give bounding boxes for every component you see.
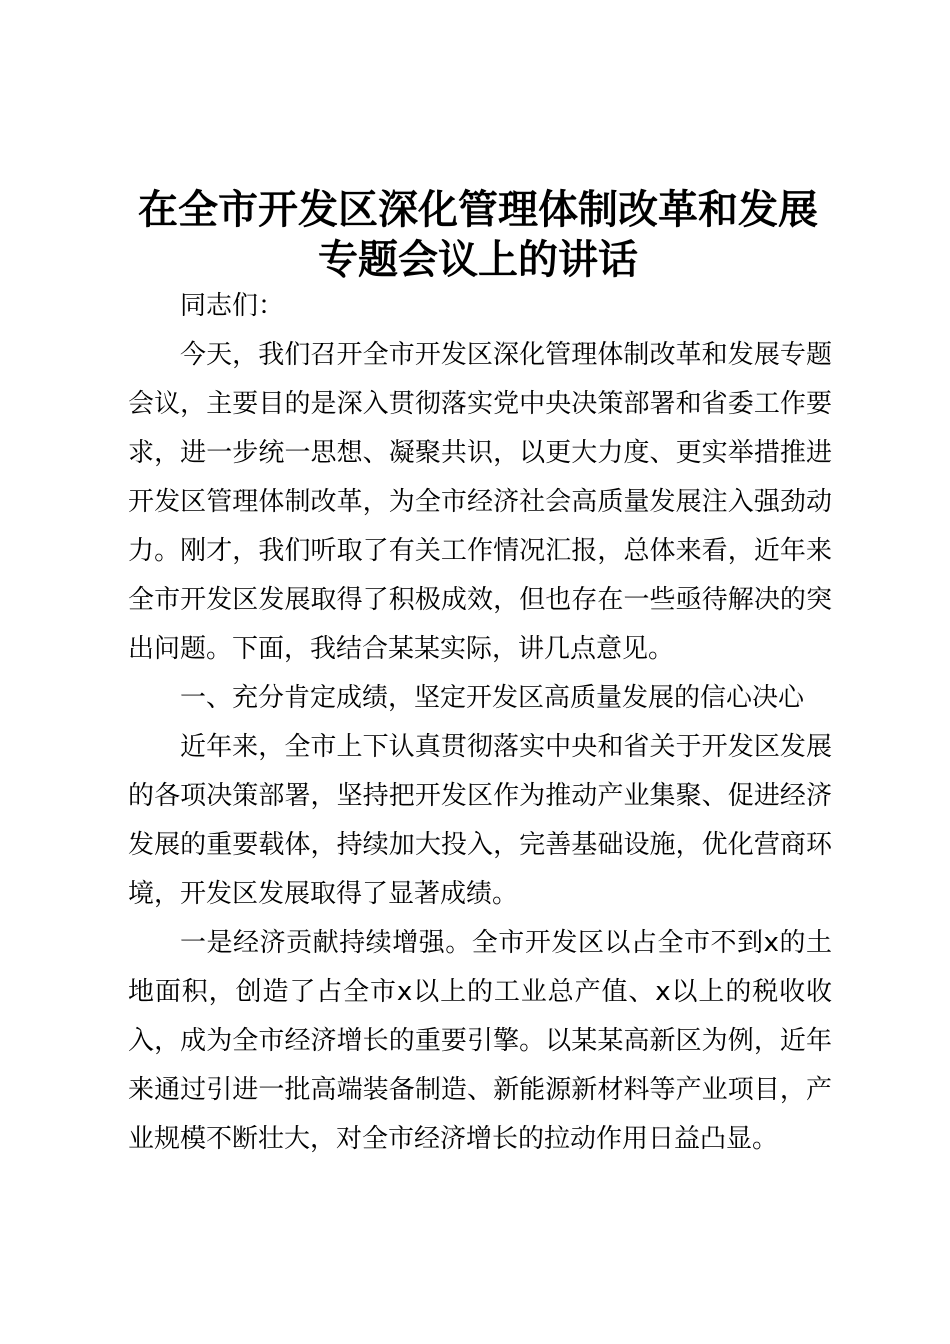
document-title-line-2: 专题会议上的讲话 — [318, 236, 638, 283]
salutation: 同志们： — [180, 291, 285, 321]
section-heading-1: 一、充分肯定成绩，坚定开发区高质量发展的信心决心 — [180, 683, 805, 713]
paragraph-intro: 今天，我们召开全市开发区深化管理体制改革和发展专题会议，主要目的是深入贯彻落实党中央决策部署和省委工作要求，进一步统一思想、凝聚共识，以更大力度、更实举措推进开发区管理体制改革，为全市经济社会高质量发展注入强劲动力。刚才，我们听取了有关工作情况汇报，总体来看，近年来全市开发区发展取得了积极成效，但也存在一些亟待解决的突出问题。下面，我结合某某实际，讲几点意见。 — [128, 340, 832, 664]
document-title-line-1: 在全市开发区深化管理体制改革和发展 — [138, 186, 818, 233]
paragraph-economic-contribution: 一是经济贡献持续增强。全市开发区以占全市不到x的土地面积，创造了占全市x以上的工业总产值、x以上的税收收入，成为全市经济增长的重要引擎。以某某高新区为例，近年来通过引进一批高端装备制造、新能源新材料等产业项目，产业规模不断壮大，对全市经济增长的拉动作用日益凸显。 — [128, 928, 832, 1154]
document-body — [128, 282, 832, 1164]
paragraph-achievements: 近年来，全市上下认真贯彻落实中央和省关于开发区发展的各项决策部署，坚持把开发区作为推动产业集聚、促进经济发展的重要载体，持续加大投入，完善基础设施，优化营商环境，开发区发展取得了显著成绩。 — [128, 732, 832, 909]
